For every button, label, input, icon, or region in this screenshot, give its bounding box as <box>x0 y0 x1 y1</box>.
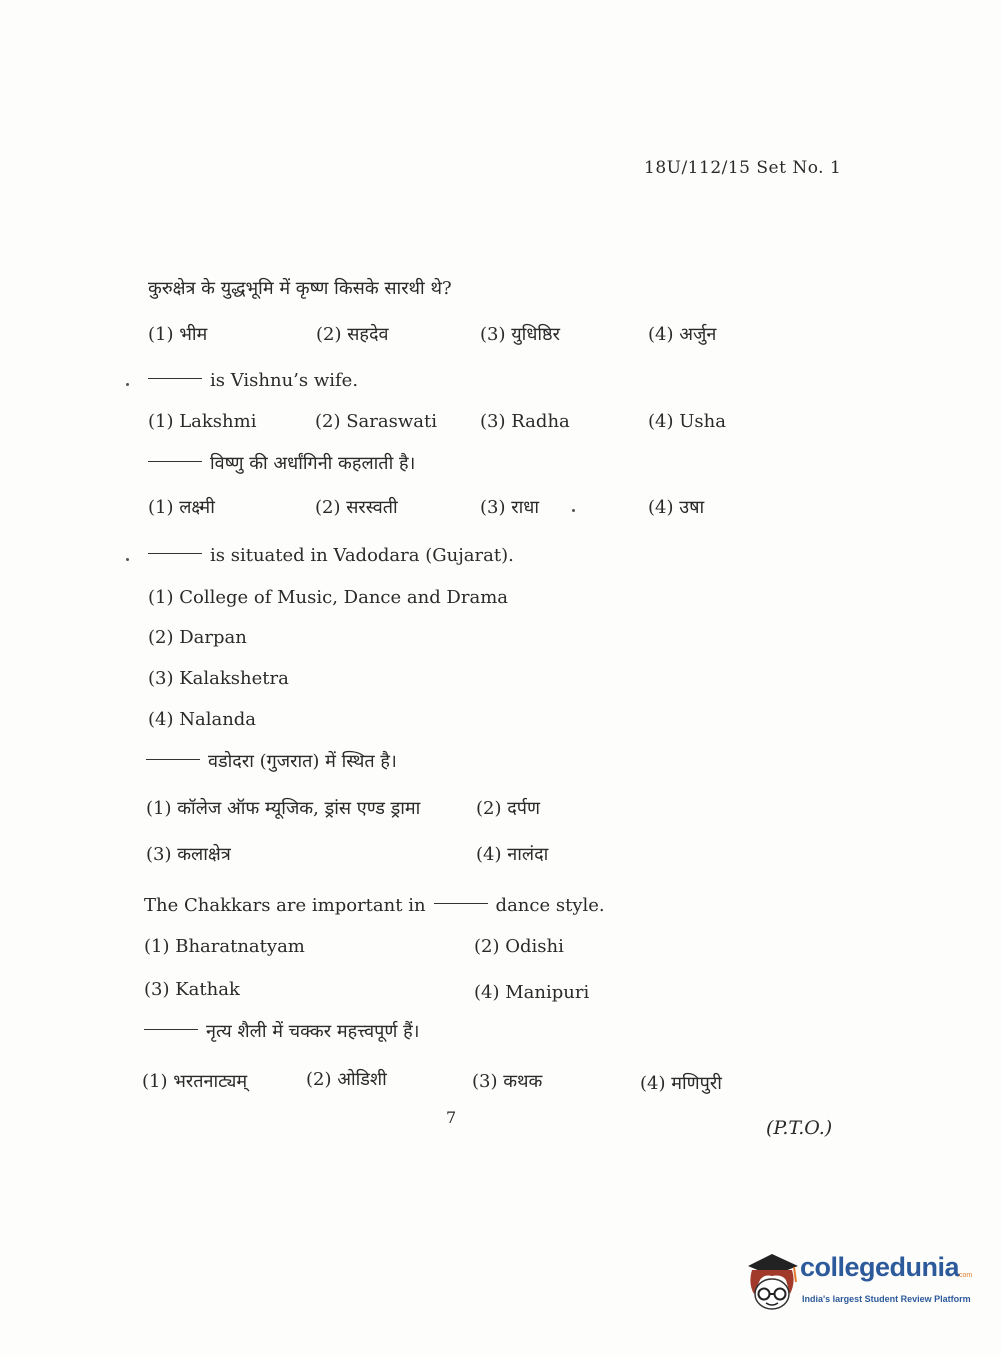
q3h-option-2: (2) दर्पण <box>476 798 541 819</box>
q3-option-3: (3) Kalakshetra <box>148 668 289 689</box>
q4-option-1: (1) Bharatnatyam <box>144 936 305 957</box>
q2-option-4: (4) Usha <box>648 411 726 432</box>
q2-option-2: (2) Saraswati <box>315 411 437 432</box>
page-number: 7 <box>446 1108 457 1127</box>
q4-option-3: (3) Kathak <box>144 979 240 1000</box>
mascot-icon <box>742 1250 802 1312</box>
question-4-text <box>144 895 605 916</box>
q1-option-1: (1) भीम <box>148 324 208 345</box>
question-1-text: कुरुक्षेत्र के युद्धभूमि में कृष्ण किसके सारथी थे? <box>148 278 452 299</box>
q4h-option-4: (4) मणिपुरी <box>640 1073 722 1094</box>
question-2-hindi-label: विष्णु की अर्धांगिनी कहलाती है। <box>210 453 416 474</box>
question-2-text <box>148 370 358 391</box>
logo-wordmark: collegedunia <box>800 1252 960 1282</box>
q1-option-4: (4) अर्जुन <box>648 324 717 345</box>
answer-blank <box>434 903 488 904</box>
answer-blank <box>148 553 202 554</box>
question-4-label-before: The Chakkars are important in <box>144 895 426 916</box>
question-3-label: is situated in Vadodara (Gujarat). <box>210 545 514 566</box>
q1-option-2: (2) सहदेव <box>316 324 389 345</box>
logo-com-suffix: .com <box>957 1272 973 1279</box>
q3-option-1: (1) College of Music, Dance and Drama <box>148 587 508 608</box>
margin-dot <box>126 383 129 386</box>
q3h-option-1: (1) कॉलेज ऑफ म्यूजिक, ड्रांस एण्ड ड्रामा <box>146 798 421 819</box>
answer-blank <box>148 378 202 379</box>
q1-option-3: (3) युधिष्ठिर <box>480 324 561 345</box>
q2h-option-2: (2) सरस्वती <box>315 497 398 518</box>
q2-option-1: (1) Lakshmi <box>148 411 257 432</box>
margin-dot <box>126 558 129 561</box>
q3h-option-4: (4) नालंदा <box>476 844 549 865</box>
answer-blank <box>144 1029 198 1030</box>
q2h-option-3: (3) राधा <box>480 497 539 518</box>
question-3-hindi-text <box>146 749 397 773</box>
question-3-hindi-label: वडोदरा (गुजरात) में स्थित है। <box>208 751 397 772</box>
question-4-label-after: dance style. <box>495 895 605 916</box>
stray-dot <box>572 509 575 512</box>
answer-blank <box>146 759 200 760</box>
question-3-text <box>148 545 514 566</box>
q2h-option-4: (4) उषा <box>648 497 705 518</box>
q4h-option-1: (1) भरतनाट्यम् <box>142 1071 248 1092</box>
q4-option-4: (4) Manipuri <box>474 982 590 1003</box>
pto-label: (P.T.O.) <box>766 1117 833 1139</box>
q3h-option-3: (3) कलाक्षेत्र <box>146 844 231 865</box>
logo-tagline: India's largest Student Review Platform <box>802 1294 971 1304</box>
q2h-option-1: (1) लक्ष्मी <box>148 497 215 518</box>
paper-code: 18U/112/15 Set No. 1 <box>644 158 842 178</box>
collegedunia-logo <box>742 1250 972 1320</box>
q4h-option-2: (2) ओडिशी <box>306 1069 387 1090</box>
q2-option-3: (3) Radha <box>480 411 570 432</box>
q3-option-4: (4) Nalanda <box>148 709 257 730</box>
question-2-hindi-text <box>148 451 415 475</box>
q3-option-2: (2) Darpan <box>148 627 247 648</box>
q4h-option-3: (3) कथक <box>472 1071 543 1092</box>
answer-blank <box>148 461 202 462</box>
question-4-hindi-text <box>144 1019 419 1043</box>
question-4-hindi-label: नृत्य शैली में चक्कर महत्त्वपूर्ण हैं। <box>206 1021 420 1042</box>
question-2-label: is Vishnu’s wife. <box>210 370 359 391</box>
q4-option-2: (2) Odishi <box>474 936 564 957</box>
